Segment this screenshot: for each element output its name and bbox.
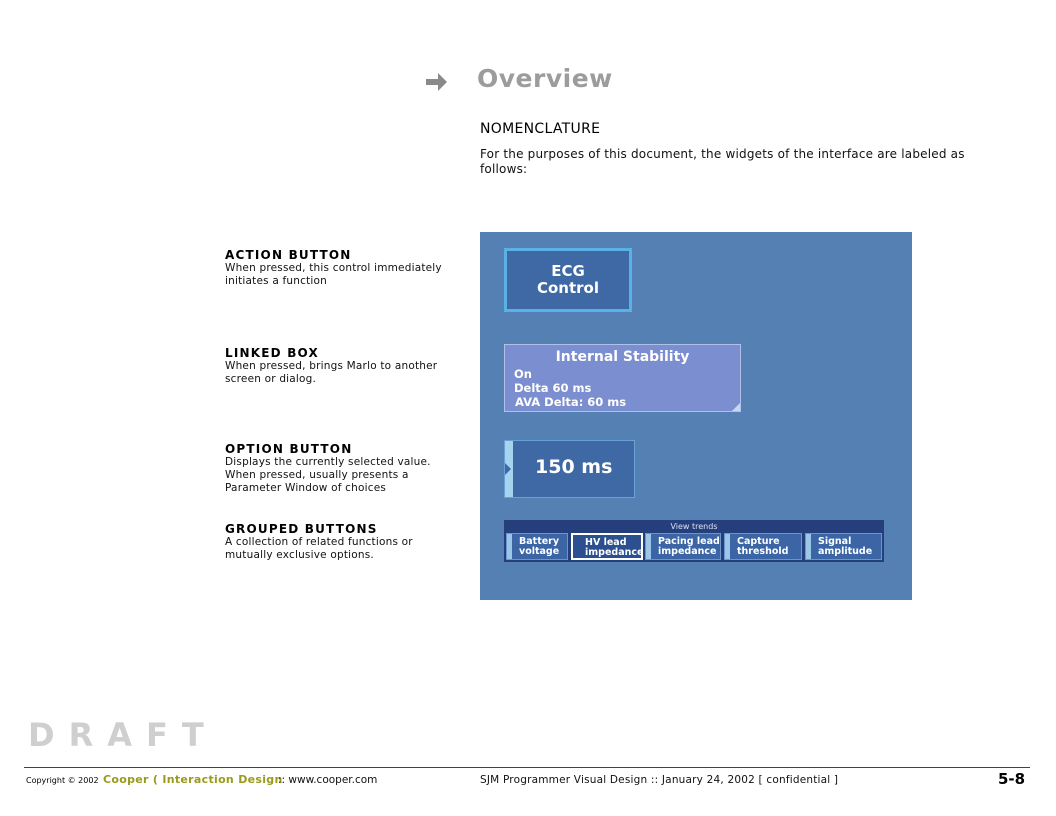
link-corner-icon bbox=[732, 403, 740, 411]
label-description: When pressed, brings Marlo to another screen or dialog. bbox=[225, 360, 438, 385]
button-label-line1: Pacing lead bbox=[658, 536, 720, 547]
option-button[interactable] bbox=[504, 440, 635, 498]
linked-box-line: On bbox=[514, 367, 532, 381]
section-heading: NOMENCLATURE bbox=[480, 121, 601, 137]
label-description: When pressed, this control immediately initiates a function bbox=[225, 262, 442, 287]
draft-watermark: DRAFT bbox=[28, 716, 218, 754]
linked-box-line: AVA Delta: 60 ms bbox=[515, 395, 627, 409]
button-label-line2: amplitude bbox=[818, 545, 873, 557]
website-link[interactable]: :: www.cooper.com bbox=[278, 774, 378, 786]
label-grouped-buttons bbox=[225, 522, 455, 562]
button-label-line2: voltage bbox=[519, 545, 560, 557]
linked-box-line: Delta 60 ms bbox=[514, 381, 592, 395]
button-stripe bbox=[507, 534, 512, 559]
label-heading: ACTION BUTTON bbox=[225, 248, 352, 262]
button-stripe bbox=[806, 534, 811, 559]
internal-stability-linked-box[interactable] bbox=[504, 344, 741, 412]
label-linked-box bbox=[225, 346, 455, 386]
button-group-title: View trends bbox=[670, 522, 718, 531]
ecg-control-button[interactable] bbox=[504, 248, 632, 312]
button-label-line1: Capture bbox=[737, 536, 780, 547]
label-option-button bbox=[225, 442, 455, 495]
button-stripe bbox=[646, 534, 651, 559]
button-label-line2: impedance bbox=[658, 545, 717, 557]
button-label-line2: threshold bbox=[737, 545, 789, 557]
button-label-line1: ECG bbox=[551, 262, 585, 280]
option-pointer-icon bbox=[505, 463, 511, 475]
label-description: Displays the currently selected value. When pressed, usually presents a Parameter Window of choices bbox=[225, 456, 431, 494]
button-label-line1: HV lead bbox=[585, 537, 627, 548]
document-info: SJM Programmer Visual Design :: January 24, 2002 [ confidential ] bbox=[480, 774, 839, 786]
option-value: 150 ms bbox=[535, 456, 613, 478]
brand-name: Cooper ( Interaction Design bbox=[103, 773, 283, 786]
signal-amplitude-button[interactable] bbox=[805, 533, 882, 560]
capture-threshold-button[interactable] bbox=[724, 533, 802, 560]
button-label-line2: impedance bbox=[585, 546, 644, 558]
pacing-lead-impedance-button[interactable] bbox=[645, 533, 721, 560]
intro-text: For the purposes of this document, the widgets of the interface are labeled as follows: bbox=[480, 147, 965, 176]
linked-box-title: Internal Stability bbox=[555, 349, 690, 365]
copyright-text: Copyright © 2002 bbox=[26, 776, 99, 785]
button-label-line2: Control bbox=[536, 279, 599, 297]
footer-divider bbox=[24, 767, 1030, 768]
view-trends-button-group bbox=[504, 520, 884, 562]
right-arrow-icon bbox=[424, 66, 450, 98]
label-heading: LINKED BOX bbox=[225, 346, 319, 360]
page-number: 5-8 bbox=[998, 770, 1026, 788]
hv-lead-impedance-button[interactable] bbox=[571, 533, 643, 560]
page-title: Overview bbox=[477, 64, 613, 93]
label-heading: GROUPED BUTTONS bbox=[225, 522, 378, 536]
button-label-line1: Battery bbox=[519, 536, 560, 547]
label-heading: OPTION BUTTON bbox=[225, 442, 353, 456]
interface-sample-panel bbox=[480, 232, 912, 600]
button-stripe bbox=[725, 534, 730, 559]
battery-voltage-button[interactable] bbox=[506, 533, 568, 560]
label-description: A collection of related functions or mutually exclusive options. bbox=[225, 536, 413, 561]
button-label-line1: Signal bbox=[818, 536, 852, 547]
label-action-button bbox=[225, 248, 455, 288]
